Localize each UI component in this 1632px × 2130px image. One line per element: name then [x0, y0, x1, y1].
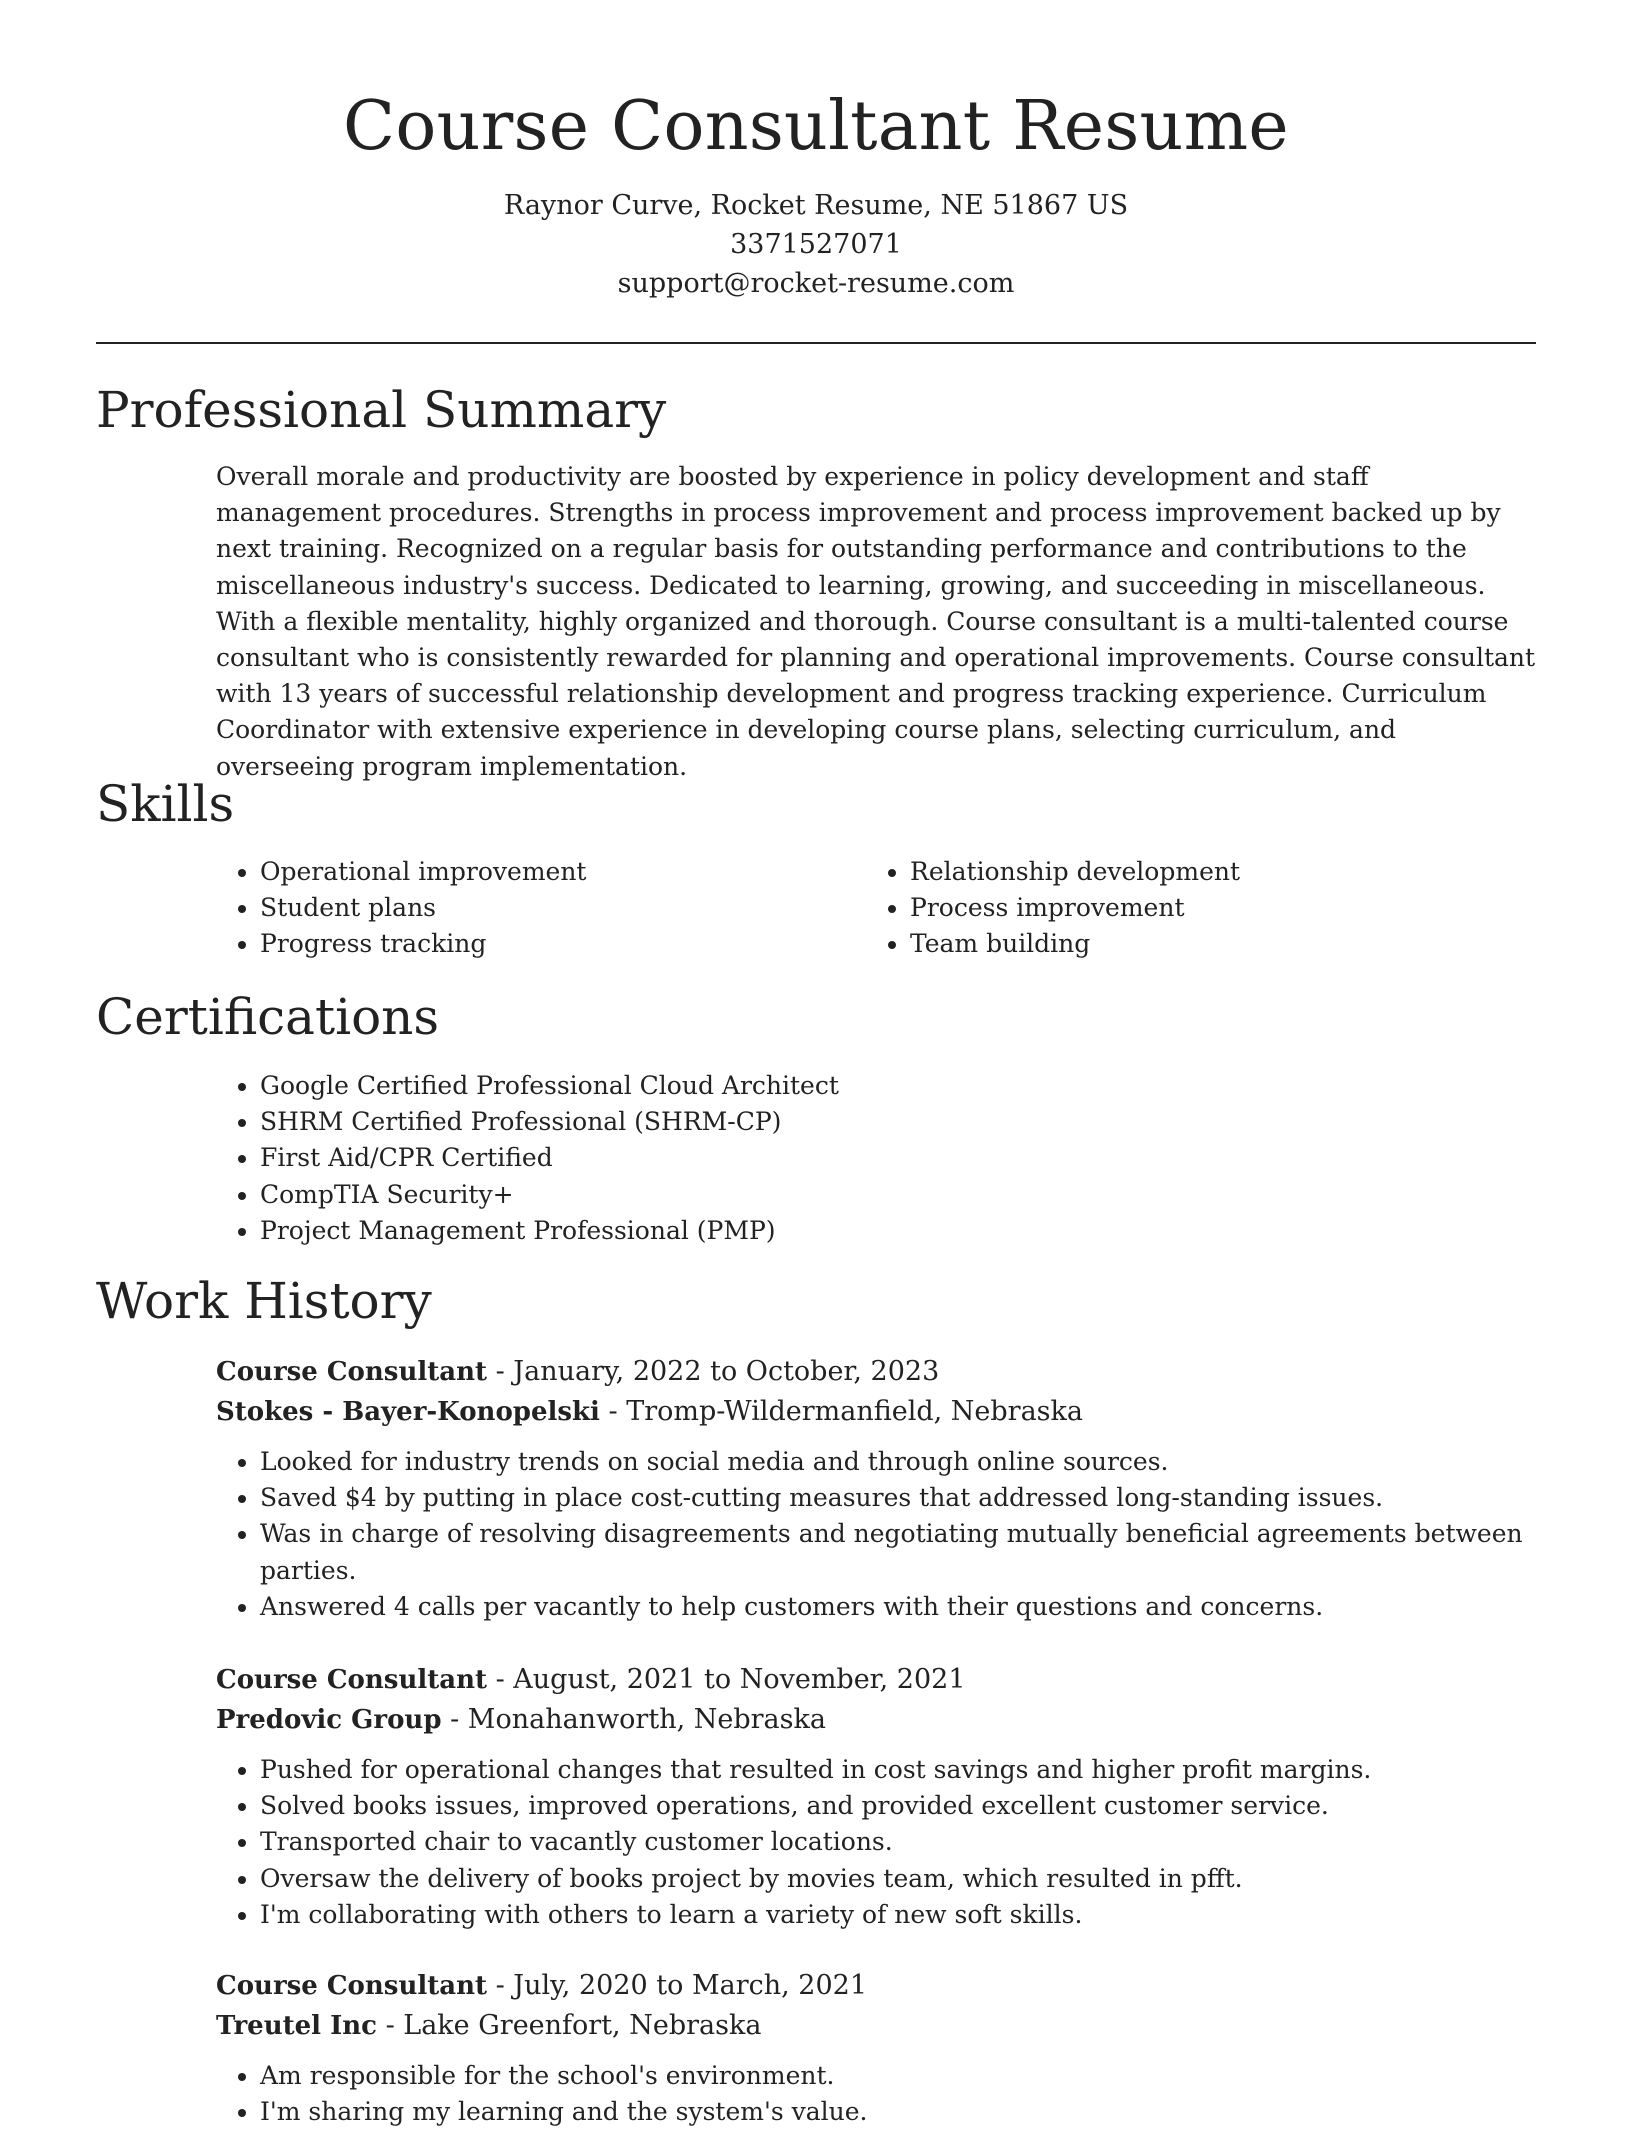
job-title: Course Consultant	[216, 1357, 487, 1387]
job-company: Treutel Inc	[216, 2011, 377, 2041]
skill-item: • Relationship development	[910, 854, 1506, 890]
skill-item: • Process improvement	[910, 890, 1506, 926]
job-company-line	[216, 1700, 1536, 1740]
job-duty-item: • Am responsible for the school's environment.	[260, 2058, 1536, 2094]
job-duties	[216, 1752, 1536, 1933]
certification-item: • Google Certified Professional Cloud Architect	[260, 1068, 1536, 1104]
job-title: Course Consultant	[216, 1971, 487, 2001]
work-heading: Work History	[96, 1272, 432, 1330]
contact-block	[0, 186, 1632, 303]
skill-item: • Progress tracking	[260, 926, 866, 962]
summary-text: Overall morale and productivity are boosted by experience in policy development and staff management procedures. Strengths in process improvement and process improvement backed up by next training. Recognized on a regular basis for outstanding performance and contributions to the miscellaneous industry's success. Dedicated to learning, growing, and succeeding in miscellaneous. With a flexible mentality, highly organized and thorough. Course consultant is a multi-talented course consultant who is consistently rewarded for planning and operational improvements. Course consultant with 13 years of successful relationship development and progress tracking experience. Curriculum Coordinator with extensive experience in developing course plans, selecting curriculum, and overseeing program implementation.	[216, 462, 1536, 781]
job-title-line	[216, 1966, 1536, 2006]
resume-header	[0, 0, 1632, 303]
contact-email: support@rocket-resume.com	[617, 268, 1015, 299]
certifications-list	[216, 1068, 1536, 1249]
contact-address: Raynor Curve, Rocket Resume, NE 51867 US	[503, 190, 1129, 221]
header-divider	[96, 342, 1536, 344]
job-duty-item: • Pushed for operational changes that resulted in cost savings and higher profit margins.	[260, 1752, 1536, 1788]
contact-phone: 3371527071	[730, 229, 902, 260]
certification-item: • CompTIA Security+	[260, 1177, 1536, 1213]
job-duties	[216, 1444, 1536, 1625]
job-entry	[216, 1352, 1536, 1625]
summary-heading: Professional Summary	[96, 381, 667, 439]
job-duty-item: • Oversaw the delivery of books project by movies team, which resulted in pfft.	[260, 1861, 1536, 1897]
job-dates: - July, 2020 to March, 2021	[487, 1970, 867, 2001]
job-company-line	[216, 1392, 1536, 1432]
certifications-heading: Certifications	[96, 988, 440, 1046]
resume-title: Course Consultant Resume	[343, 87, 1289, 166]
job-title-line	[216, 1660, 1536, 1700]
skills-list	[216, 854, 1506, 963]
job-duties	[216, 2058, 1536, 2130]
skills-column-left	[216, 854, 866, 963]
job-company: Stokes - Bayer-Konopelski	[216, 1397, 600, 1427]
job-title: Course Consultant	[216, 1665, 487, 1695]
job-duty-item: • Looked for industry trends on social media and through online sources.	[260, 1444, 1536, 1480]
job-duty-item: • Was in charge of resolving disagreements and negotiating mutually beneficial agreements between parties.	[260, 1516, 1536, 1588]
skill-item: • Operational improvement	[260, 854, 866, 890]
job-location: - Monahanworth, Nebraska	[441, 1704, 826, 1735]
job-location: - Tromp-Wildermanfield, Nebraska	[599, 1396, 1083, 1427]
skills-column-right	[866, 854, 1506, 963]
job-duty-item: • I'm collaborating with others to learn a variety of new soft skills.	[260, 1897, 1536, 1933]
job-duty-item: • Solved books issues, improved operations, and provided excellent customer service.	[260, 1788, 1536, 1824]
job-duty-item: • Answered 4 calls per vacantly to help customers with their questions and concerns.	[260, 1589, 1536, 1625]
certifications-block	[216, 1068, 1536, 1249]
skill-item: • Team building	[910, 926, 1506, 962]
skill-item: • Student plans	[260, 890, 866, 926]
certification-item: • First Aid/CPR Certified	[260, 1140, 1536, 1176]
job-entry	[216, 1660, 1536, 1933]
job-title-line	[216, 1352, 1536, 1392]
skills-heading: Skills	[96, 775, 235, 833]
job-location: - Lake Greenfort, Nebraska	[376, 2010, 762, 2041]
job-dates: - January, 2022 to October, 2023	[487, 1356, 940, 1387]
job-duty-item: • Transported chair to vacantly customer locations.	[260, 1824, 1536, 1860]
job-duty-item: • I'm sharing my learning and the system's value.	[260, 2094, 1536, 2130]
job-duty-item: • Saved $4 by putting in place cost-cutting measures that addressed long-standing issues.	[260, 1480, 1536, 1516]
job-dates: - August, 2021 to November, 2021	[487, 1664, 966, 1695]
job-company: Predovic Group	[216, 1705, 442, 1735]
certification-item: • Project Management Professional (PMP)	[260, 1213, 1536, 1249]
job-entry	[216, 1966, 1536, 2130]
certification-item: • SHRM Certified Professional (SHRM-CP)	[260, 1104, 1536, 1140]
job-company-line	[216, 2006, 1536, 2046]
